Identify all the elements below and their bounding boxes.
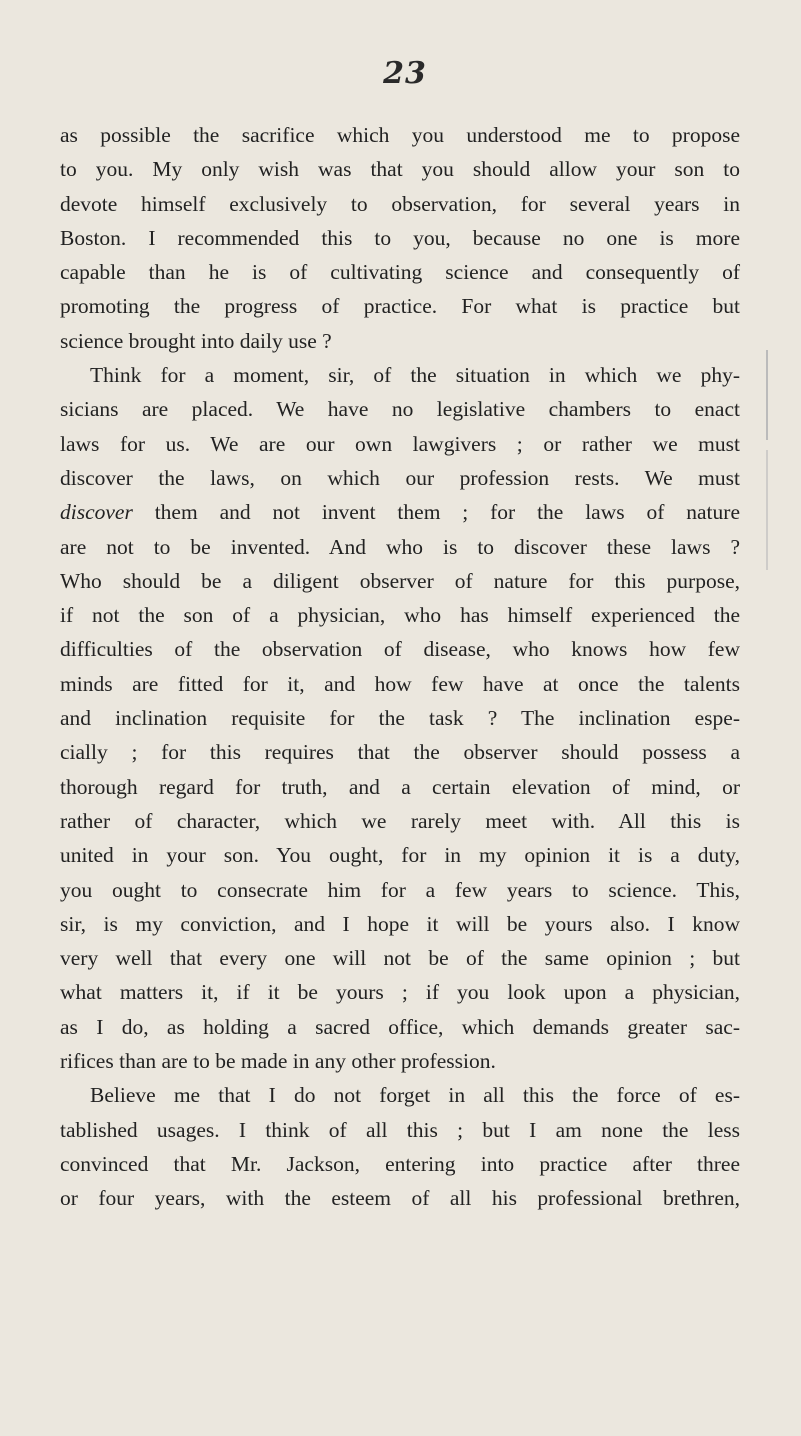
text-line: capable than he is of cultivating science and consequently of bbox=[60, 260, 740, 285]
text-line: promoting the progress of practice. For what is practice but bbox=[60, 294, 740, 319]
text-line: Boston. I recommended this to you, because no one is more bbox=[60, 225, 740, 250]
text-line: thorough regard for truth, and a certain elevation of mind, or bbox=[60, 774, 740, 799]
text-line: very well that every one will not be of the same opinion ; but bbox=[60, 946, 740, 971]
text-line: discover the laws, on which our profession rests. We must bbox=[60, 465, 740, 490]
text-line: difficulties of the observation of disease, who knows how few bbox=[60, 637, 740, 662]
text-line: rather of character, which we rarely meet with. All this is bbox=[60, 808, 740, 833]
margin-mark bbox=[766, 450, 768, 570]
text-line: minds are fitted for it, and how few have at once the talents bbox=[60, 671, 740, 696]
text-line: and inclination requisite for the task ? The inclination espe- bbox=[60, 706, 740, 731]
text-line: as I do, as holding a sacred office, which demands greater sac- bbox=[60, 1014, 740, 1039]
text-line: united in your son. You ought, for in my opinion it is a duty, bbox=[60, 843, 740, 868]
text-line: sicians are placed. We have no legislative chambers to enact bbox=[60, 397, 740, 422]
text-line: you ought to consecrate him for a few years to science. This, bbox=[60, 877, 740, 902]
text-line: Who should be a diligent observer of nature for this purpose, bbox=[60, 568, 740, 593]
text-line: rifices than are to be made in any other profession. bbox=[60, 1049, 496, 1074]
text-line: Think for a moment, sir, of the situation in which we phy- bbox=[90, 363, 740, 388]
text-line: cially ; for this requires that the observer should possess a bbox=[60, 740, 740, 765]
text-line: laws for us. We are our own lawgivers ; or rather we must bbox=[60, 431, 740, 456]
text-line: sir, is my conviction, and I hope it will be yours also. I know bbox=[60, 911, 740, 936]
text-line-rest: them and not invent them ; for the laws of nature bbox=[132, 500, 740, 525]
text-line: are not to be invented. And who is to discover these laws ? bbox=[60, 534, 740, 559]
body-text bbox=[60, 118, 740, 1216]
page-number: 23 bbox=[383, 56, 427, 91]
text-line: or four years, with the esteem of all his professional brethren, bbox=[60, 1186, 740, 1211]
text-line: to you. My only wish was that you should allow your son to bbox=[60, 157, 740, 182]
text-line: Believe me that I do not forget in all this the force of es- bbox=[90, 1083, 740, 1108]
text-line: science brought into daily use ? bbox=[60, 328, 332, 353]
text-line bbox=[60, 495, 740, 529]
text-line: tablished usages. I think of all this ; but I am none the less bbox=[60, 1117, 740, 1142]
text-line: as possible the sacrifice which you understood me to propose bbox=[60, 123, 740, 147]
emphasis-discover: discover bbox=[60, 500, 133, 525]
text-line: devote himself exclusively to observation, for several years in bbox=[60, 191, 740, 216]
text-line: convinced that Mr. Jackson, entering into practice after three bbox=[60, 1151, 740, 1176]
text-line: if not the son of a physician, who has himself experienced the bbox=[60, 603, 740, 628]
text-line: what matters it, if it be yours ; if you look upon a physician, bbox=[60, 980, 740, 1005]
margin-mark bbox=[766, 350, 768, 440]
